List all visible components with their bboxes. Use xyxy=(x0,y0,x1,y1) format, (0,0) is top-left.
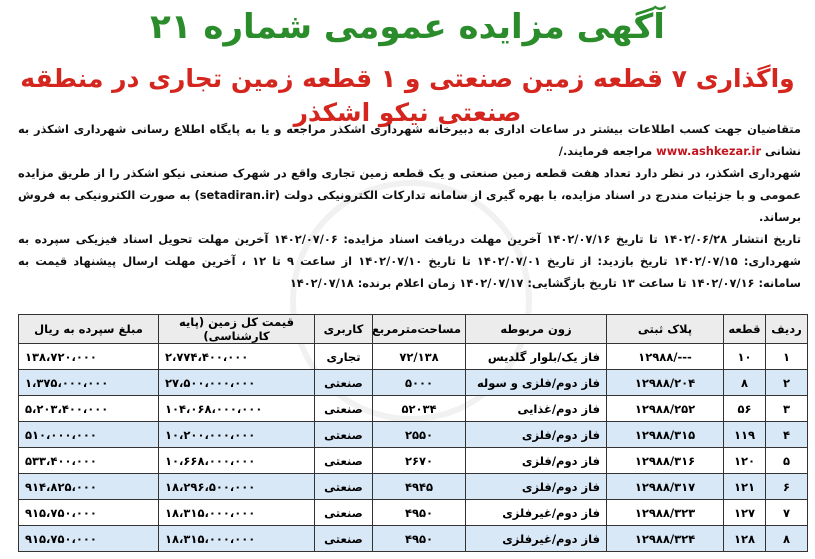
cell-parcel: ۸ xyxy=(724,370,766,396)
cell-usage: صنعتی xyxy=(315,500,373,526)
cell-plate: ۱۲۹۸۸/۲۵۲ xyxy=(607,396,724,422)
table-row xyxy=(19,500,808,526)
cell-price: ۱۰۴،۰۶۸،۰۰۰،۰۰۰ xyxy=(159,396,315,422)
cell-area: ۴۹۵۰ xyxy=(373,500,466,526)
cell-zone: فاز دوم/غیرفلزی xyxy=(466,500,607,526)
cell-usage: صنعتی xyxy=(315,422,373,448)
cell-usage: تجاری xyxy=(315,344,373,370)
cell-plate: ۱۲۹۸۸/۳۱۵ xyxy=(607,422,724,448)
cell-parcel: ۵۶ xyxy=(724,396,766,422)
cell-usage: صنعتی xyxy=(315,396,373,422)
cell-row-number: ۲ xyxy=(766,370,808,396)
header-row-number: ردیف xyxy=(766,315,808,344)
cell-area: ۲۵۵۰ xyxy=(373,422,466,448)
cell-price: ۲۷،۵۰۰،۰۰۰،۰۰۰ xyxy=(159,370,315,396)
cell-row-number: ۴ xyxy=(766,422,808,448)
cell-zone: فاز دوم/فلزی و سوله xyxy=(466,370,607,396)
notice-body xyxy=(18,118,801,294)
cell-row-number: ۱ xyxy=(766,344,808,370)
cell-zone: فاز دوم/غیرفلزی xyxy=(466,526,607,552)
website-link[interactable]: www.ashkezar.ir xyxy=(656,144,762,158)
cell-area: ۴۹۵۰ xyxy=(373,526,466,552)
cell-area: ۵۰۰۰ xyxy=(373,370,466,396)
paragraph-contact-tail: مراجعه فرمایند./ xyxy=(558,144,657,158)
cell-price: ۱۰،۶۶۸،۰۰۰،۰۰۰ xyxy=(159,448,315,474)
cell-price: ۱۸،۳۱۵،۰۰۰،۰۰۰ xyxy=(159,526,315,552)
cell-deposit: ۹۱۴،۸۲۵،۰۰۰ xyxy=(19,474,159,500)
cell-plate: ۱۲۹۸۸/۲۰۴ xyxy=(607,370,724,396)
cell-plate: ۱۲۹۸۸/۳۱۶ xyxy=(607,448,724,474)
header-zone: زون مربوطه xyxy=(466,315,607,344)
cell-deposit: ۹۱۵،۷۵۰،۰۰۰ xyxy=(19,526,159,552)
cell-price: ۱۸،۲۹۶،۵۰۰،۰۰۰ xyxy=(159,474,315,500)
header-deposit: مبلغ سپرده به ریال xyxy=(19,315,159,344)
cell-area: ۲۶۷۰ xyxy=(373,448,466,474)
cell-area: ۷۲/۱۳۸ xyxy=(373,344,466,370)
cell-deposit: ۱۳۸،۷۲۰،۰۰۰ xyxy=(19,344,159,370)
cell-row-number: ۷ xyxy=(766,500,808,526)
header-registration-plate: پلاک ثبتی xyxy=(607,315,724,344)
notice-title: آگهی مزایده عمومی شماره ۲۱ xyxy=(150,7,665,47)
cell-plate: ۱۲۹۸۸/۳۲۴ xyxy=(607,526,724,552)
table-row xyxy=(19,474,808,500)
cell-deposit: ۱،۳۷۵،۰۰۰،۰۰۰ xyxy=(19,370,159,396)
cell-deposit: ۵،۲۰۳،۴۰۰،۰۰۰ xyxy=(19,396,159,422)
cell-plate: ۱۲۹۸۸/۳۱۷ xyxy=(607,474,724,500)
table-row xyxy=(19,396,808,422)
cell-plate: ---/۱۲۹۸۸ xyxy=(607,344,724,370)
cell-usage: صنعتی xyxy=(315,448,373,474)
table-row xyxy=(19,370,808,396)
cell-row-number: ۵ xyxy=(766,448,808,474)
header-total-price: قیمت کل زمین (پایه کارشناسی) xyxy=(159,315,315,344)
table-row xyxy=(19,422,808,448)
table-row xyxy=(19,344,808,370)
cell-price: ۱۰،۲۰۰،۰۰۰،۰۰۰ xyxy=(159,422,315,448)
cell-zone: فاز دوم/غذایی xyxy=(466,396,607,422)
cell-parcel: ۱۲۱ xyxy=(724,474,766,500)
cell-usage: صنعتی xyxy=(315,526,373,552)
cell-row-number: ۳ xyxy=(766,396,808,422)
notice-subtitle: واگذاری ۷ قطعه زمین صنعتی و ۱ قطعه زمین تجاری در منطقه صنعتی نیکو اشکذر xyxy=(20,64,795,127)
paragraph-contact xyxy=(18,118,801,162)
cell-price: ۱۸،۳۱۵،۰۰۰،۰۰۰ xyxy=(159,500,315,526)
cell-area: ۵۲۰۳۴ xyxy=(373,396,466,422)
cell-deposit: ۵۳۳،۴۰۰،۰۰۰ xyxy=(19,448,159,474)
header-usage: کاربری xyxy=(315,315,373,344)
cell-usage: صنعتی xyxy=(315,474,373,500)
header-area: مساحت‌مترمربع xyxy=(373,315,466,344)
cell-price: ۲،۷۷۴،۴۰۰،۰۰۰ xyxy=(159,344,315,370)
cell-row-number: ۶ xyxy=(766,474,808,500)
header-parcel: قطعه xyxy=(724,315,766,344)
table-row xyxy=(19,526,808,552)
cell-zone: فاز دوم/فلزی xyxy=(466,448,607,474)
cell-parcel: ۱۰ xyxy=(724,344,766,370)
cell-plate: ۱۲۹۸۸/۳۲۳ xyxy=(607,500,724,526)
cell-zone: فاز دوم/فلزی xyxy=(466,422,607,448)
cell-zone: فاز یک/بلوار گلدیس xyxy=(466,344,607,370)
cell-usage: صنعتی xyxy=(315,370,373,396)
table-row xyxy=(19,448,808,474)
paragraph-contact-text: متقاضیان جهت کسب اطلاعات بیشتر در ساعات اداری به دبیرخانه شهرداری اشکذر مراجعه و یا به پایگاه اطلاع رسانی شهرداری اشکذر به نشانی xyxy=(18,122,801,158)
table-header-row xyxy=(19,315,808,344)
auction-table xyxy=(18,314,808,552)
cell-row-number: ۸ xyxy=(766,526,808,552)
cell-parcel: ۱۲۷ xyxy=(724,500,766,526)
paragraph-dates: تاریخ انتشار ۱۴۰۲/۰۶/۲۸ تا تاریخ ۱۴۰۲/۰۷/۱۶ آخرین مهلت دریافت اسناد مزایده: ۱۴۰۲/۰۷/۰۶ آخرین مهلت تحویل اسناد فیزیکی سپرده به شهرداری: ۱۴۰۲/۰۷/۱۵ تاریخ بازدید: از تاریخ ۱۴۰۲/۰۷/۰۱ تا تاریخ ۱۴۰۲/۰۷/۱۰ از ساعت ۹ تا ۱۲ ، آخرین مهلت ارسال پیشنهاد قیمت به سامانه: ۱۴۰۲/۰۷/۱۶ تا ساعت ۱۳ تاریخ بازگشایی: ۱۴۰۲/۰۷/۱۷ زمان اعلام برنده: ۱۴۰۲/۰۷/۱۸ xyxy=(18,232,802,290)
cell-parcel: ۱۲۰ xyxy=(724,448,766,474)
cell-parcel: ۱۲۸ xyxy=(724,526,766,552)
table-body xyxy=(19,344,808,552)
cell-deposit: ۵۱۰،۰۰۰،۰۰۰ xyxy=(19,422,159,448)
cell-area: ۴۹۴۵ xyxy=(373,474,466,500)
cell-deposit: ۹۱۵،۷۵۰،۰۰۰ xyxy=(19,500,159,526)
cell-parcel: ۱۱۹ xyxy=(724,422,766,448)
cell-zone: فاز دوم/فلزی xyxy=(466,474,607,500)
paragraph-description: شهرداری اشکذر، در نظر دارد تعداد هفت قطعه زمین صنعتی و یک قطعه زمین تجاری واقع در شهرک صنعتی نیکو اشکذر را از طریق مزایده عمومی و با جزئیات مندرج در اسناد مزایده، با بهره گیری از سامانه تدارکات الکترونیکی دولت (setadiran.ir) به صورت الکترونیکی به فروش برساند. xyxy=(18,166,801,224)
